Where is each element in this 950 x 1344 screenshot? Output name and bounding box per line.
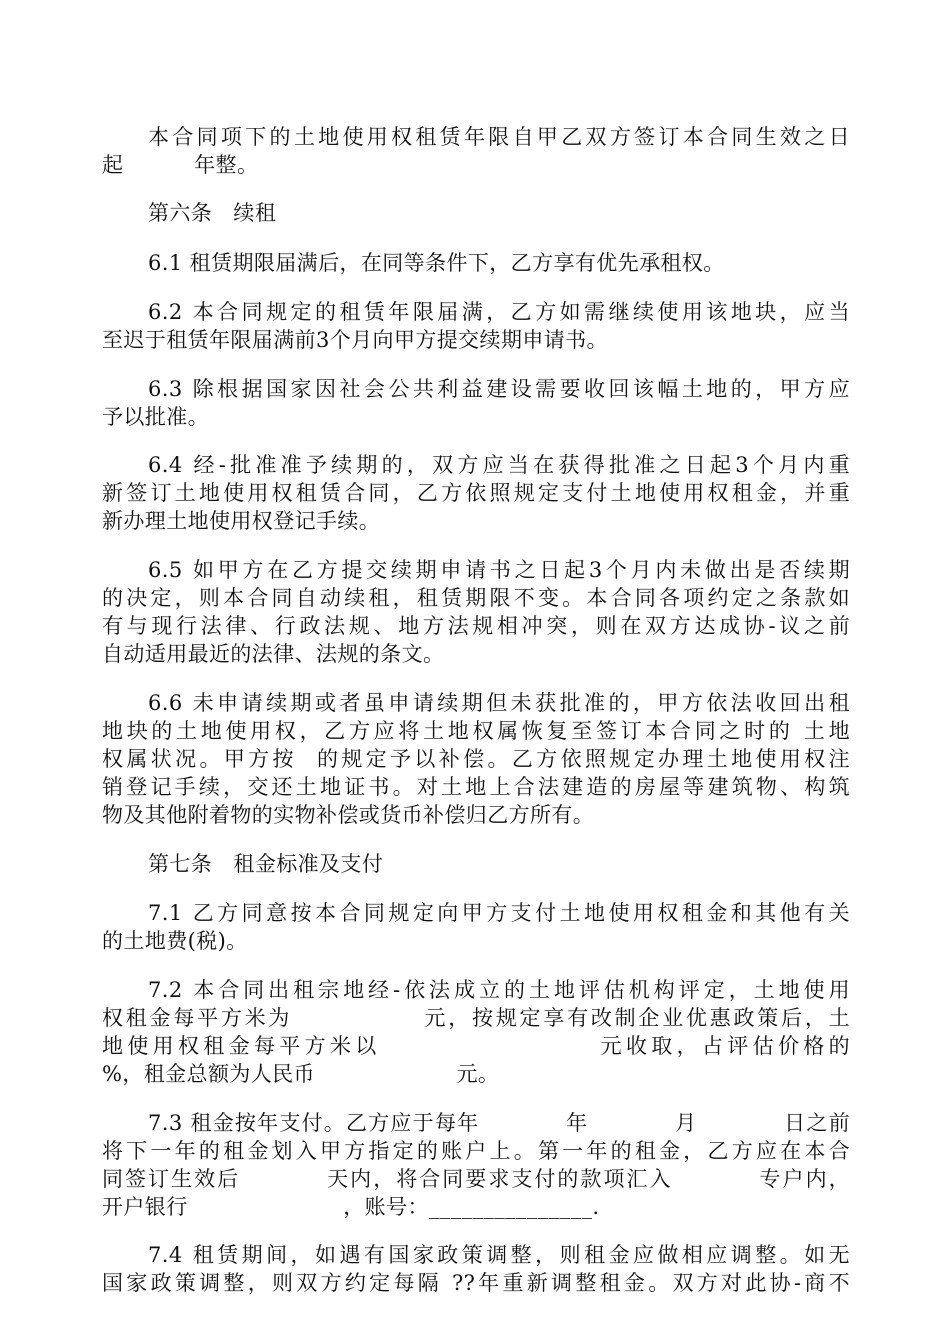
text-line: 地块的土地使用权，乙方应将土地权属恢复至签订本合同之时的 土地: [102, 719, 850, 743]
text-line: 7.4 租赁期间，如遇有国家政策调整，则租金应做相应调整。如无: [148, 1243, 850, 1267]
text-line: 6.5 如甲方在乙方提交续期申请书之日起3个月内未做出是否续期: [148, 558, 850, 582]
text-line: 起 年整。: [102, 153, 259, 177]
text-line: 新签订土地使用权租赁合同，乙方依照规定支付土地使用权租金，并重: [102, 481, 850, 505]
text-line: 开户银行 ，账号：_______________.: [102, 1195, 600, 1219]
text-line: 销登记手续，交还土地证书。对土地上合法建造的房屋等建筑物、构筑: [102, 775, 850, 799]
text-line: 第六条 续租: [148, 201, 277, 225]
text-line: 6.4 经-批准准予续期的，双方应当在获得批准之日起3个月内重: [148, 453, 850, 477]
text-line: 至迟于租赁年限届满前3个月向甲方提交续期申请书。: [102, 328, 608, 352]
text-line: 6.3 除根据国家因社会公共利益建设需要收回该幅土地的，甲方应: [148, 377, 850, 401]
text-line: 新办理土地使用权登记手续。: [102, 509, 381, 533]
text-line: 7.1 乙方同意按本合同规定向甲方支付土地使用权租金和其他有关: [148, 901, 850, 925]
text-line: 有与现行法律、行政法规、地方法规相冲突，则在双方达成协-议之前: [102, 614, 850, 638]
text-line: 6.6 未申请续期或者虽申请续期但未获批准的，甲方依法收回出租: [148, 691, 850, 715]
text-line: 6.2 本合同规定的租赁年限届满，乙方如需继续使用该地块，应当: [148, 300, 850, 324]
text-line: 物及其他附着物的实物补偿或货币补偿归乙方所有。: [102, 803, 595, 827]
text-line: 7.2 本合同出租宗地经-依法成立的土地评估机构评定，土地使用: [148, 978, 850, 1002]
text-line: 国家政策调整，则双方约定每隔 ??年重新调整租金。双方对此协-商不: [102, 1271, 850, 1295]
text-line: 自动适用最近的法律、法规的条文。: [102, 642, 445, 666]
text-line: 的土地费(税)。: [102, 929, 248, 953]
text-line: 同签订生效后 天内，将合同要求支付的款项汇入 专户内，: [102, 1167, 850, 1191]
text-line: 权租金每平方米为 元，按规定享有改制企业优惠政策后，土: [102, 1006, 850, 1030]
text-line: 的决定，则本合同自动续租，租赁期限不变。本合同各项约定之条款如: [102, 586, 850, 610]
text-line: 本合同项下的土地使用权租赁年限自甲乙双方签订本合同生效之日: [148, 125, 850, 149]
text-line: 权属状况。甲方按 的规定予以补偿。乙方依照规定办理土地使用权注: [102, 747, 850, 771]
text-line: 地使用权租金每平方米以 元收取，占评估价格的: [102, 1034, 850, 1058]
text-line: 予以批准。: [102, 405, 209, 429]
text-line: %，租金总额为人民币 元。: [102, 1062, 500, 1086]
text-line: 7.3 租金按年支付。乙方应于每年 年 月 日之前: [148, 1111, 850, 1135]
text-line: 第七条 租金标准及支付: [148, 852, 384, 876]
text-line: 6.1 租赁期限届满后，在同等条件下，乙方享有优先承租权。: [148, 251, 725, 275]
text-line: 将下一年的租金划入甲方指定的账户上。第一年的租金，乙方应在本合: [102, 1139, 850, 1163]
